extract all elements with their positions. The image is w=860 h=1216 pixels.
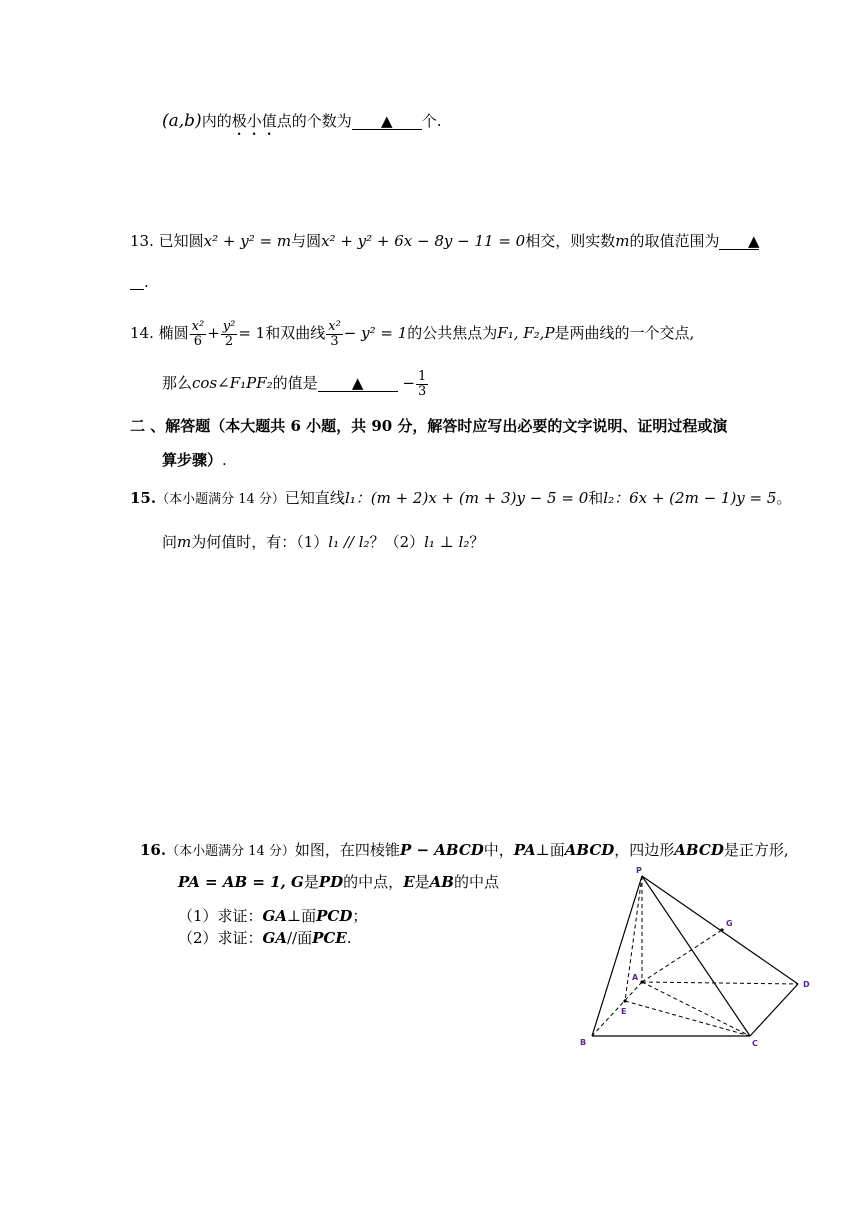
q14-frac-3-num: x² xyxy=(328,318,341,334)
q14-foci: F₁, F₂, xyxy=(497,324,545,342)
q16-abcd-1: ABCD xyxy=(564,841,615,859)
q16-p1-label: （1）求证： xyxy=(178,907,263,925)
q15-text-3: 问 xyxy=(162,533,178,551)
q16-number: 16. xyxy=(140,841,167,859)
q16-score: （本小题满分 14 分） xyxy=(166,844,295,859)
q14-frac-1-num: x² xyxy=(191,318,205,334)
q14-frac-4-den: 3 xyxy=(418,383,427,399)
q14-answer-blank: ▲ xyxy=(318,375,398,392)
q15-line xyxy=(130,488,791,510)
q15-text: 已知直线 xyxy=(284,489,345,507)
q14-point-p: P xyxy=(544,324,555,342)
q15-q1: ？（2） xyxy=(369,533,425,551)
q14-text-5: 是两曲线的一个交点, xyxy=(554,324,695,342)
q15-score: （本小题满分 14 分） xyxy=(156,492,285,507)
q16-p1-end: ； xyxy=(352,907,368,925)
q14-frac-2-num: y² xyxy=(222,318,236,334)
label-c: C xyxy=(752,1039,758,1048)
q13-end: . xyxy=(144,273,149,291)
q14-eq-tail-2: − y² = 1 xyxy=(343,324,408,342)
q14-frac-2 xyxy=(221,320,238,349)
q12-tail-line xyxy=(162,111,442,139)
section2-end: . xyxy=(222,451,227,469)
q14-text-7: 的值是 xyxy=(272,374,318,392)
q14-plus: + xyxy=(207,324,220,342)
q14-eq-tail-1: = 1 xyxy=(238,324,266,342)
q14-text-6: 那么 xyxy=(162,374,193,392)
edge-ag xyxy=(642,930,722,982)
q16-text-7: 是 xyxy=(414,873,430,891)
q15-text-4: 为何值时，有：（1） xyxy=(191,533,329,551)
q16-e: E xyxy=(403,873,415,891)
q15-l2: l₂ xyxy=(603,489,615,507)
q14-text-2: 和双曲线 xyxy=(265,324,326,342)
q14-frac-4 xyxy=(416,370,428,399)
q15-text-2: 和 xyxy=(588,489,604,507)
q16-pa: PA xyxy=(513,841,536,859)
q16-p1-plane: PCD xyxy=(316,907,353,925)
label-d: D xyxy=(803,980,810,989)
q14-frac-2-den: 2 xyxy=(224,333,234,349)
edge-ec xyxy=(625,1001,750,1036)
q12-end: 个. xyxy=(421,112,442,130)
q12-text: 内的 xyxy=(201,112,232,130)
q12-answer-blank: ▲ xyxy=(352,113,422,130)
q16-p1-perp: ⊥面 xyxy=(287,907,317,925)
q13-answer-blank: ▲ xyxy=(719,233,759,250)
vertex-a-dot xyxy=(640,980,643,983)
q12-emphasis: 极小值 xyxy=(231,112,277,130)
q16-line-2 xyxy=(178,872,499,892)
label-p: P xyxy=(636,866,642,875)
q14-text: 椭圆 xyxy=(158,324,189,342)
q15-line-2 xyxy=(162,532,484,552)
q16-p1-ga: GA xyxy=(262,907,287,925)
q13-eq1: x² + y² = m xyxy=(203,232,292,250)
q13-number: 13. xyxy=(130,232,154,250)
q13-var: m xyxy=(615,232,630,250)
q16-p2-label: （2）求证： xyxy=(178,929,263,947)
q14-line xyxy=(130,318,694,349)
q16-abcd-2: ABCD xyxy=(674,841,724,859)
edge-pd xyxy=(642,876,798,984)
edge-cd xyxy=(750,984,798,1036)
q16-pyramid: P − ABCD xyxy=(399,841,484,859)
q13-text-2: 与圆 xyxy=(291,232,322,250)
q15-end: 。 xyxy=(776,489,792,507)
q13-text: 已知圆 xyxy=(158,232,204,250)
q16-text-2: 中， xyxy=(483,841,514,859)
q13-eq2: x² + y² + 6x − 8y − 11 = 0 xyxy=(321,232,526,250)
q14-line-2 xyxy=(162,368,429,399)
q16-cond: PA = AB = 1, G xyxy=(178,873,304,891)
q16-text-4: 是正方形, xyxy=(723,841,789,859)
q15-number: 15. xyxy=(130,489,157,507)
q14-number: 14. xyxy=(130,324,154,342)
q16-pd: PD xyxy=(318,873,344,891)
q16-text: 如图，在四棱锥 xyxy=(294,841,400,859)
edge-ac xyxy=(642,982,750,1036)
section2-heading-2 xyxy=(162,450,227,470)
q12-text-2: 点的个数为 xyxy=(276,112,352,130)
edge-ad xyxy=(642,982,798,984)
q15-l1: l₁ xyxy=(344,489,356,507)
q13-text-3: 相交，则实数 xyxy=(525,232,616,250)
edge-pc xyxy=(642,876,750,1036)
q14-frac-4-num: 1 xyxy=(418,368,427,384)
section2-heading xyxy=(130,416,727,436)
q14-frac-3-den: 3 xyxy=(330,333,339,349)
q16-text-6: 的中点， xyxy=(343,873,404,891)
pyramid-figure xyxy=(570,860,830,1060)
q15-eq2: ：6x + (2m − 1)y = 5 xyxy=(614,489,777,507)
q16-part-1 xyxy=(178,906,367,926)
q16-part-2 xyxy=(178,928,352,948)
q16-p2-parallel: //面 xyxy=(287,929,313,947)
label-g: G xyxy=(726,919,733,928)
edge-pe xyxy=(625,876,642,1001)
label-e: E xyxy=(621,1007,627,1016)
q16-text-5: 是 xyxy=(303,873,319,891)
q14-frac-1-den: 6 xyxy=(193,333,203,349)
label-a: A xyxy=(632,973,639,982)
q16-ab: AB xyxy=(429,873,454,891)
vertex-g-dot xyxy=(720,928,723,931)
q14-expr: cos∠F₁PF₂ xyxy=(192,374,273,392)
q15-cond-1: l₁ // l₂ xyxy=(328,533,370,551)
label-b: B xyxy=(580,1038,587,1047)
q16-line xyxy=(140,840,789,862)
q16-p2-plane: PCE xyxy=(312,929,347,947)
q14-frac-3 xyxy=(326,320,343,349)
q15-cond-2: l₁ ⊥ l₂ xyxy=(424,533,470,551)
q15-var: m xyxy=(177,533,192,551)
q13-line xyxy=(130,231,759,251)
q14-text-3: 的公共焦点为 xyxy=(407,324,498,342)
edge-pb xyxy=(592,876,642,1036)
q13-text-4: 的取值范围为 xyxy=(629,232,720,250)
vertex-e-dot xyxy=(623,999,626,1002)
q14-minus: − xyxy=(402,374,416,392)
q16-perp: ⊥面 xyxy=(535,841,565,859)
edge-ab xyxy=(592,982,642,1036)
q16-text-3: ，四边形 xyxy=(614,841,675,859)
q15-eq1: ：(m + 2)x + (m + 3)y − 5 = 0 xyxy=(355,489,589,507)
q13-line-2 xyxy=(130,272,149,292)
q16-text-8: 的中点 xyxy=(453,873,499,891)
q14-frac-1 xyxy=(190,320,207,349)
q13-blank-tail xyxy=(130,275,144,290)
q16-p2-end: . xyxy=(346,929,352,947)
q15-q2: ？ xyxy=(469,533,485,551)
q12-range: (a,b) xyxy=(162,111,202,131)
section2-line-2: 算步骤） xyxy=(162,451,223,469)
q16-p2-ga: GA xyxy=(262,929,287,947)
section2-line-1: 二 、解答题（本大题共 6 小题，共 90 分，解答时应写出必要的文字说明、证明过程或演 xyxy=(130,417,728,435)
